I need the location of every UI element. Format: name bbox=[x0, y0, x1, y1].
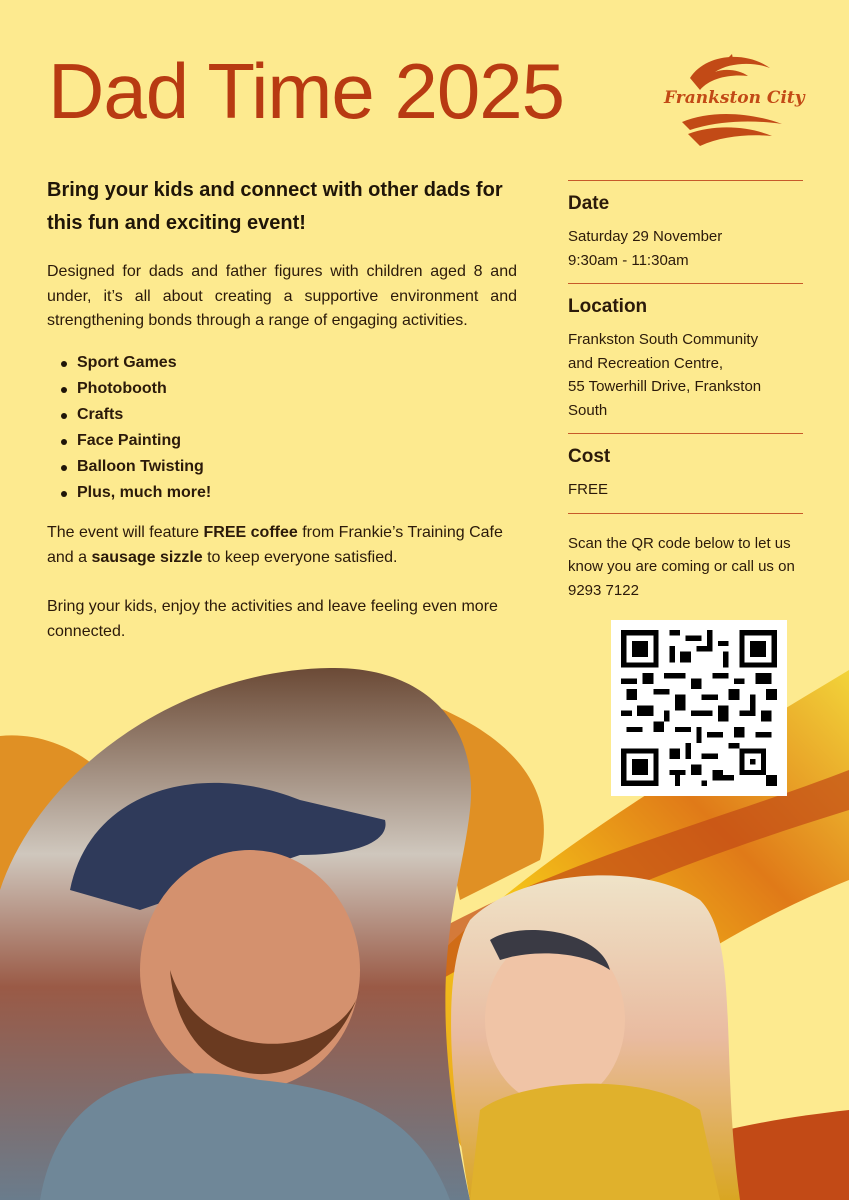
list-item: Crafts bbox=[59, 402, 517, 428]
date-value: Saturday 29 November 9:30am - 11:30am bbox=[568, 228, 723, 269]
qr-code-icon bbox=[621, 630, 777, 786]
list-item: Photobooth bbox=[59, 376, 517, 402]
list-item: Plus, much more! bbox=[59, 480, 517, 506]
date-label: Date bbox=[568, 193, 610, 214]
tagline: Bring your kids and connect with other dads for this fun and exciting event! bbox=[47, 179, 503, 234]
logo-text: Frankston City bbox=[664, 88, 805, 108]
intro-paragraph: Designed for dads and father figures with children aged 8 and under, it’s all about creating a supportive environment and strengthening bonds through a range of engaging activities. bbox=[47, 263, 517, 329]
activity-list bbox=[47, 350, 517, 506]
list-item: Sport Games bbox=[59, 350, 517, 376]
qr-code[interactable] bbox=[611, 620, 787, 796]
frankston-city-logo bbox=[660, 50, 805, 150]
closing-paragraph: Bring your kids, enjoy the activities and leave feeling even more connected. bbox=[47, 597, 498, 640]
list-item: Face Painting bbox=[59, 428, 517, 454]
location-section bbox=[568, 284, 803, 433]
location-label: Location bbox=[568, 296, 648, 317]
event-description bbox=[47, 174, 517, 644]
location-value: Frankston South Community and Recreation Centre, 55 Towerhill Drive, Frankston South bbox=[568, 331, 762, 419]
list-item: Balloon Twisting bbox=[59, 454, 517, 480]
event-details bbox=[568, 180, 803, 602]
feature-paragraph: The event will feature FREE coffee from Frankie’s Training Cafe and a sausage sizzle to keep everyone satisfied. bbox=[47, 523, 503, 566]
rsvp-instructions: Scan the QR code below to let us know you are coming or call us on 9293 7122 bbox=[568, 534, 795, 599]
date-section bbox=[568, 181, 803, 283]
page-title: Dad Time 2025 bbox=[48, 47, 564, 135]
divider bbox=[568, 513, 803, 514]
cost-value: FREE bbox=[568, 481, 609, 498]
child-shirt bbox=[470, 1084, 720, 1200]
cost-section bbox=[568, 434, 803, 513]
cost-label: Cost bbox=[568, 446, 611, 467]
